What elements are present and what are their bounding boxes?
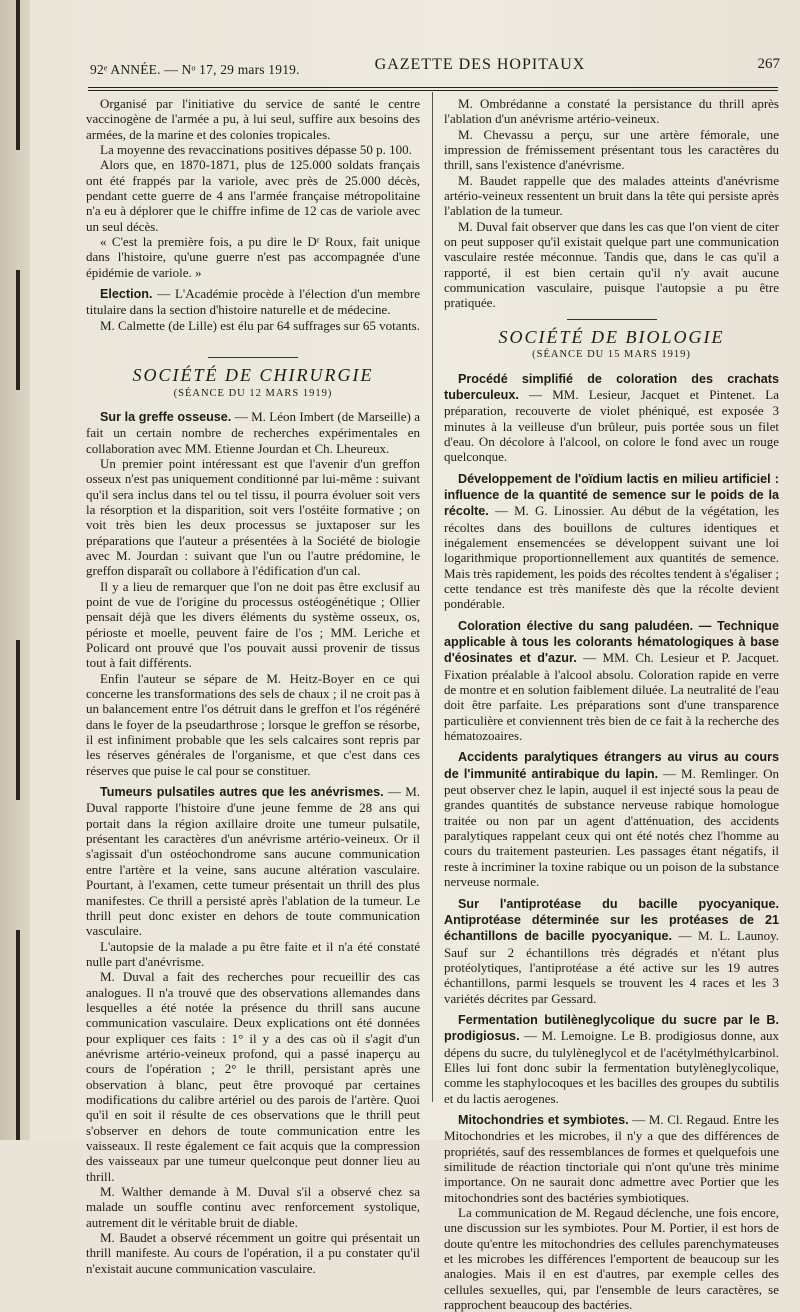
article <box>444 1012 779 1106</box>
article-heading: Procédé simplifié de coloration des crachats tuberculeux. <box>444 371 779 402</box>
article-text: — MM. Ch. Lesieur et P. Jacquet. Fixation préalable à l'alcool absolu. Coloration rapide en verre de montre et en solution faiblement diluée. La neutralité de l'eau doit être parfaite. Les préparations sont d'une transparence particulière et conviennent très bien de ce fait à la recherche des hématozoaires. <box>444 650 780 744</box>
article <box>444 1112 779 1205</box>
article-text: — MM. Lesieur, Jacquet et Pintenet. La préparation, recouverte de violet phéniqué, est exposée 3 minutes à la veilleuse d'un brûleur, puis portée sous un filet d'eau. On décolore à l'alcool, on colore le fond avec un rouge quelconque. <box>444 386 779 465</box>
paragraph: M. Baudet rappelle que des malades atteints d'anévrisme artério-veineux ressentent un bruit dans la tête qui persiste après l'ablation de la tumeur. <box>444 172 779 219</box>
right-column <box>444 96 779 1312</box>
section-date: (SÉANCE DU 12 MARS 1919) <box>173 387 333 399</box>
article-heading: Coloration élective du sang paludéen. — Technique applicable à tous les colorants hématologiques à base d'éosinates et d'azur. <box>444 618 779 666</box>
article-heading: Sur l'antiprotéase du bacille pyocyanique. Antiprotéase déterminée sur les protéases de 21 échantillons de bacille pyocyanique. <box>444 896 779 944</box>
paragraph: Alors que, en 1870-1871, plus de 125.000 soldats français ont été frappés par la variole, avec près de 25.000 décès, pendant cette guerre de 4 ans l'armée française métropolitaine n'a eu à déplorer que le chiffre infime de 12 cas de variole avec un seul décès. <box>86 157 420 234</box>
article-heading: Développement de l'oïdium lactis en milieu artificiel : influence de la quantité de semence sur le poids de la récolte. <box>444 471 779 519</box>
article-text: — M. Lemoigne. Le B. prodigiosus donne, aux dépens du sucre, du tulylèneglycol et de l'acétylméthylcarbinol. Elles lui font donc subir la fermentation butylèneglycolique, comme les staphylocoques et les bacilles des groupes du subtilis et du lactis aerogenes. <box>444 1028 779 1106</box>
section-title: SOCIÉTÉ DE CHIRURGIE <box>132 365 374 386</box>
paragraph: M. Walther demande à M. Duval s'il a observé chez sa malade un souffle continu avec renforcement systolique, autrement dit le véritable bruit de diable. <box>86 1184 420 1230</box>
section-date: (SÉANCE DU 15 MARS 1919) <box>532 349 691 361</box>
article-text: — M. Léon Imbert (de Marseille) a fait un certain nombre de recherches expérimentales en collaboration avec MM. Etienne Jourdan et Ch. Lheureux. <box>86 408 420 456</box>
article <box>444 896 779 1006</box>
article-text: — M. Remlinger. On peut observer chez le lapin, auquel il est injecté sous la peau de grandes quantités de substance nerveuse rabique homologue traitée ou non par un agent d'atténuation, des accidents paralytiques rappelant ceux qui ont été notés chez l'homme au cours du traitement pasteurien. Les passages étant négatifs, il reste à incriminer la toxine rabique ou un poison de la substance nerveuse normale. <box>444 765 780 890</box>
paragraph: La moyenne des revaccinations positives dépasse 50 p. 100. <box>100 142 412 158</box>
article-heading: Election. <box>100 287 153 302</box>
article <box>86 409 420 456</box>
left-column <box>86 96 420 1276</box>
binding-mark <box>16 640 20 800</box>
article-text: — L'Académie procède à l'élection d'un membre titulaire dans la section d'histoire naturelle et de médecine. <box>86 286 420 318</box>
article-text: — M. G. Linossier. Au début de la végétation, les récoltes dans des bouillons de cultures identiques et inégalement ensemencées se développent suivant une loi logarithmique proportionnellement aux quantités de semence. Mais très rapidement, les poids des récoltes tendent à s'égaliser ; cette tendance est très manifeste dès que la récolte devient pondérable. <box>444 503 779 612</box>
paragraph: Il y a lieu de remarquer que l'on ne doit pas être exclusif au point de vue de l'origine du processus ostéogénétique ; Ollier pensait déjà que les divers éléments du système osseux, os, périoste et moelle, peuvent faire de l'os ; MM. Leriche et Policard ont prouvé que l'os pouvait aussi provenir de tissus tout à fait différents. <box>86 578 420 671</box>
article <box>86 286 420 318</box>
article <box>444 471 779 612</box>
article-text: — M. Cl. Regaud. Entre les Mitochondries et les microbes, il n'y a que des différences de propriétés, sauf des ressemblances de formes et quelquefois une similitude de réaction tinctoriale qui n'ont qu'une très minime importance. On ne saurait donc admettre avec Portier que les mitochondries sont des bactéries symbiotiques. <box>444 1111 779 1205</box>
paragraph: M. Duval a fait des recherches pour recueillir des cas analogues. Il n'a trouvé que des observations allemandes dans lesquelles a été notée la présence du thrill sans aucune communication vasculaire. Deux explications ont été données pour expliquer ces faits : 1° il y a des cas où il s'agit d'un anévrisme artério-veineux profond, qui a passé inaperçu au cours de l'opération ; 2° le thrill, persistant après une observation à blanc, peut être provoqué par certaines modifications du calibre artériel ou des parois de l'artère. Quoi qu'il en soit il résulte de ces observations que le thrill peut s'observer en dehors de toute communication entre les vaisseaux. Il reste également ce fait acquis que la compression des vaisseaux par une tumeur quelconque peut donner lieu au thrill. <box>86 969 420 1184</box>
binding-mark <box>16 930 20 1140</box>
paragraph: Organisé par l'initiative du service de santé le centre vaccinogène de l'armée a pu, à lui seul, suffire aux besoins des armées, de la marine et des colonies tropicales. <box>86 96 420 142</box>
journal-title: GAZETTE DES HOPITAUX <box>374 56 586 73</box>
article-heading: Fermentation butilèneglycolique du sucre par le B. prodigiosus. <box>444 1012 779 1044</box>
header-rule <box>88 87 778 88</box>
page-binding-edge <box>0 0 30 1140</box>
article <box>444 749 779 889</box>
paragraph: M. Baudet a observé récemment un goitre qui présentait un thrill manifeste. Au cours de l'opération, il a pu constater qu'il n'existait aucune communication vasculaire. <box>86 1230 420 1276</box>
article <box>444 618 779 744</box>
article-heading: Accidents paralytiques étrangers au virus au cours de l'immunité antirabique du lapin. <box>444 750 779 781</box>
article-heading: Sur la greffe osseuse. <box>100 409 232 424</box>
binding-mark <box>16 270 20 390</box>
paragraph: Enfin l'auteur se sépare de M. Heitz-Boyer en ce qui concerne les transformations des sels de chaux ; il ne croit pas à un balancement entre l'os détruit dans le greffon et l'os régénéré dans le foyer de la pseudarthrose ; lorsque le greffon se résorbe, il est infiniment probable que les sels calcaires sont repris par les réserves générales de l'organisme, et que c'est dans ces réserves que puise le cal pour se constituer. <box>86 670 420 778</box>
paragraph: M. Chevassu a perçu, sur une artère fémorale, une impression de frémissement présentant tous les caractères du thrill, sans l'existence d'anévrisme. <box>444 126 779 173</box>
section-title: SOCIÉTÉ DE BIOLOGIE <box>498 326 725 347</box>
column-divider <box>432 92 433 1102</box>
article <box>86 784 420 938</box>
divider <box>567 319 657 320</box>
header-rule <box>88 90 778 91</box>
paragraph: M. Duval fait observer que dans les cas que l'on vient de citer on peut supposer qu'il existait quelque part une communication vasculaire restée méconnue. Tandis que, dans le cas qu'il a rapporté, il est bien certain qu'il n'y avait aucune communication vasculaire, puisque l'autopsie a pu être pratiquée. <box>444 218 779 311</box>
article <box>444 371 779 465</box>
article-text: — M. Duval rapporte l'histoire d'une jeune femme de 28 ans qui portait dans la région axillaire droite une tumeur pulsatile, présentant les caractères d'un anévrisme artério-veineux. Or il s'agissait d'un ostéochondrome sans aucune communication entre l'artère et la veine, sans aucune altération vasculaire. Pourtant, à l'examen, cette tumeur présentait un thrill des plus manifestes. Ce thrill a persisté après l'ablation de la tumeur. Le thrill peut donc exister en dehors de toute communication vasculaire. <box>86 784 420 939</box>
divider <box>208 357 298 358</box>
article-heading: Tumeurs pulsatiles autres que les anévrismes. <box>100 785 384 800</box>
paragraph: L'autopsie de la malade a pu être faite et il n'a été constaté nulle part d'anévrisme. <box>86 938 420 969</box>
issue-line: 92ᵉ ANNÉE. — Nᵒ 17, 29 mars 1919. <box>90 62 300 77</box>
paragraph: M. Ombrédanne a constaté la persistance du thrill après l'ablation d'un anévrisme artério-veineux. <box>444 96 779 127</box>
article-heading: Mitochondries et symbiotes. <box>458 1112 629 1127</box>
page-number: 267 <box>757 56 780 72</box>
article-text: — M. L. Launoy. Sauf sur 2 échantillons très dégradés et n'étant plus protéolytiques, l'antiprotéase a été active sur les 19 autres échantillons, parmi lesquels se trouvent les 4 races et les 3 variétés décrites par Gessard. <box>444 928 779 1006</box>
paragraph: Un premier point intéressant est que l'avenir d'un greffon osseux n'est pas uniquement conditionné par lui-même : suivant qu'il sera inclus dans tel ou tel tissu, il pourra évoluer soit vers la résorption et la disparition, soit vers l'ostéite formative ; on voit très bien les deux processus se juxtaposer sur les préparations que l'auteur a présentées à la Société de biologie avec M. Jourdan : suivant que l'un ou l'autre prédomine, le greffon disparaît ou collabore à l'édification d'un cal. <box>86 455 420 579</box>
binding-mark <box>16 0 20 150</box>
paragraph: M. Calmette (de Lille) est élu par 64 suffrages sur 65 votants. <box>100 317 420 333</box>
page-header <box>90 56 780 86</box>
paragraph: « C'est la première fois, a pu dire le Dʳ Roux, fait unique dans l'histoire, qu'une guerre n'est pas accompagnée d'une épidémie de variole. » <box>86 234 420 280</box>
paragraph: La communication de M. Regaud déclenche, une fois encore, une discussion sur les symbiotes. Pour M. Portier, il est hors de doute qu'entre les mitochondries des cellules parenchymateuses et les microbes les différences l'emportent de beaucoup sur les analogies. Mais il en est d'autres, par exemple celles des cellules sexuelles, qui, par l'ensemble de leurs caractères, se rapprochent beaucoup des bactéries. <box>444 1205 779 1312</box>
